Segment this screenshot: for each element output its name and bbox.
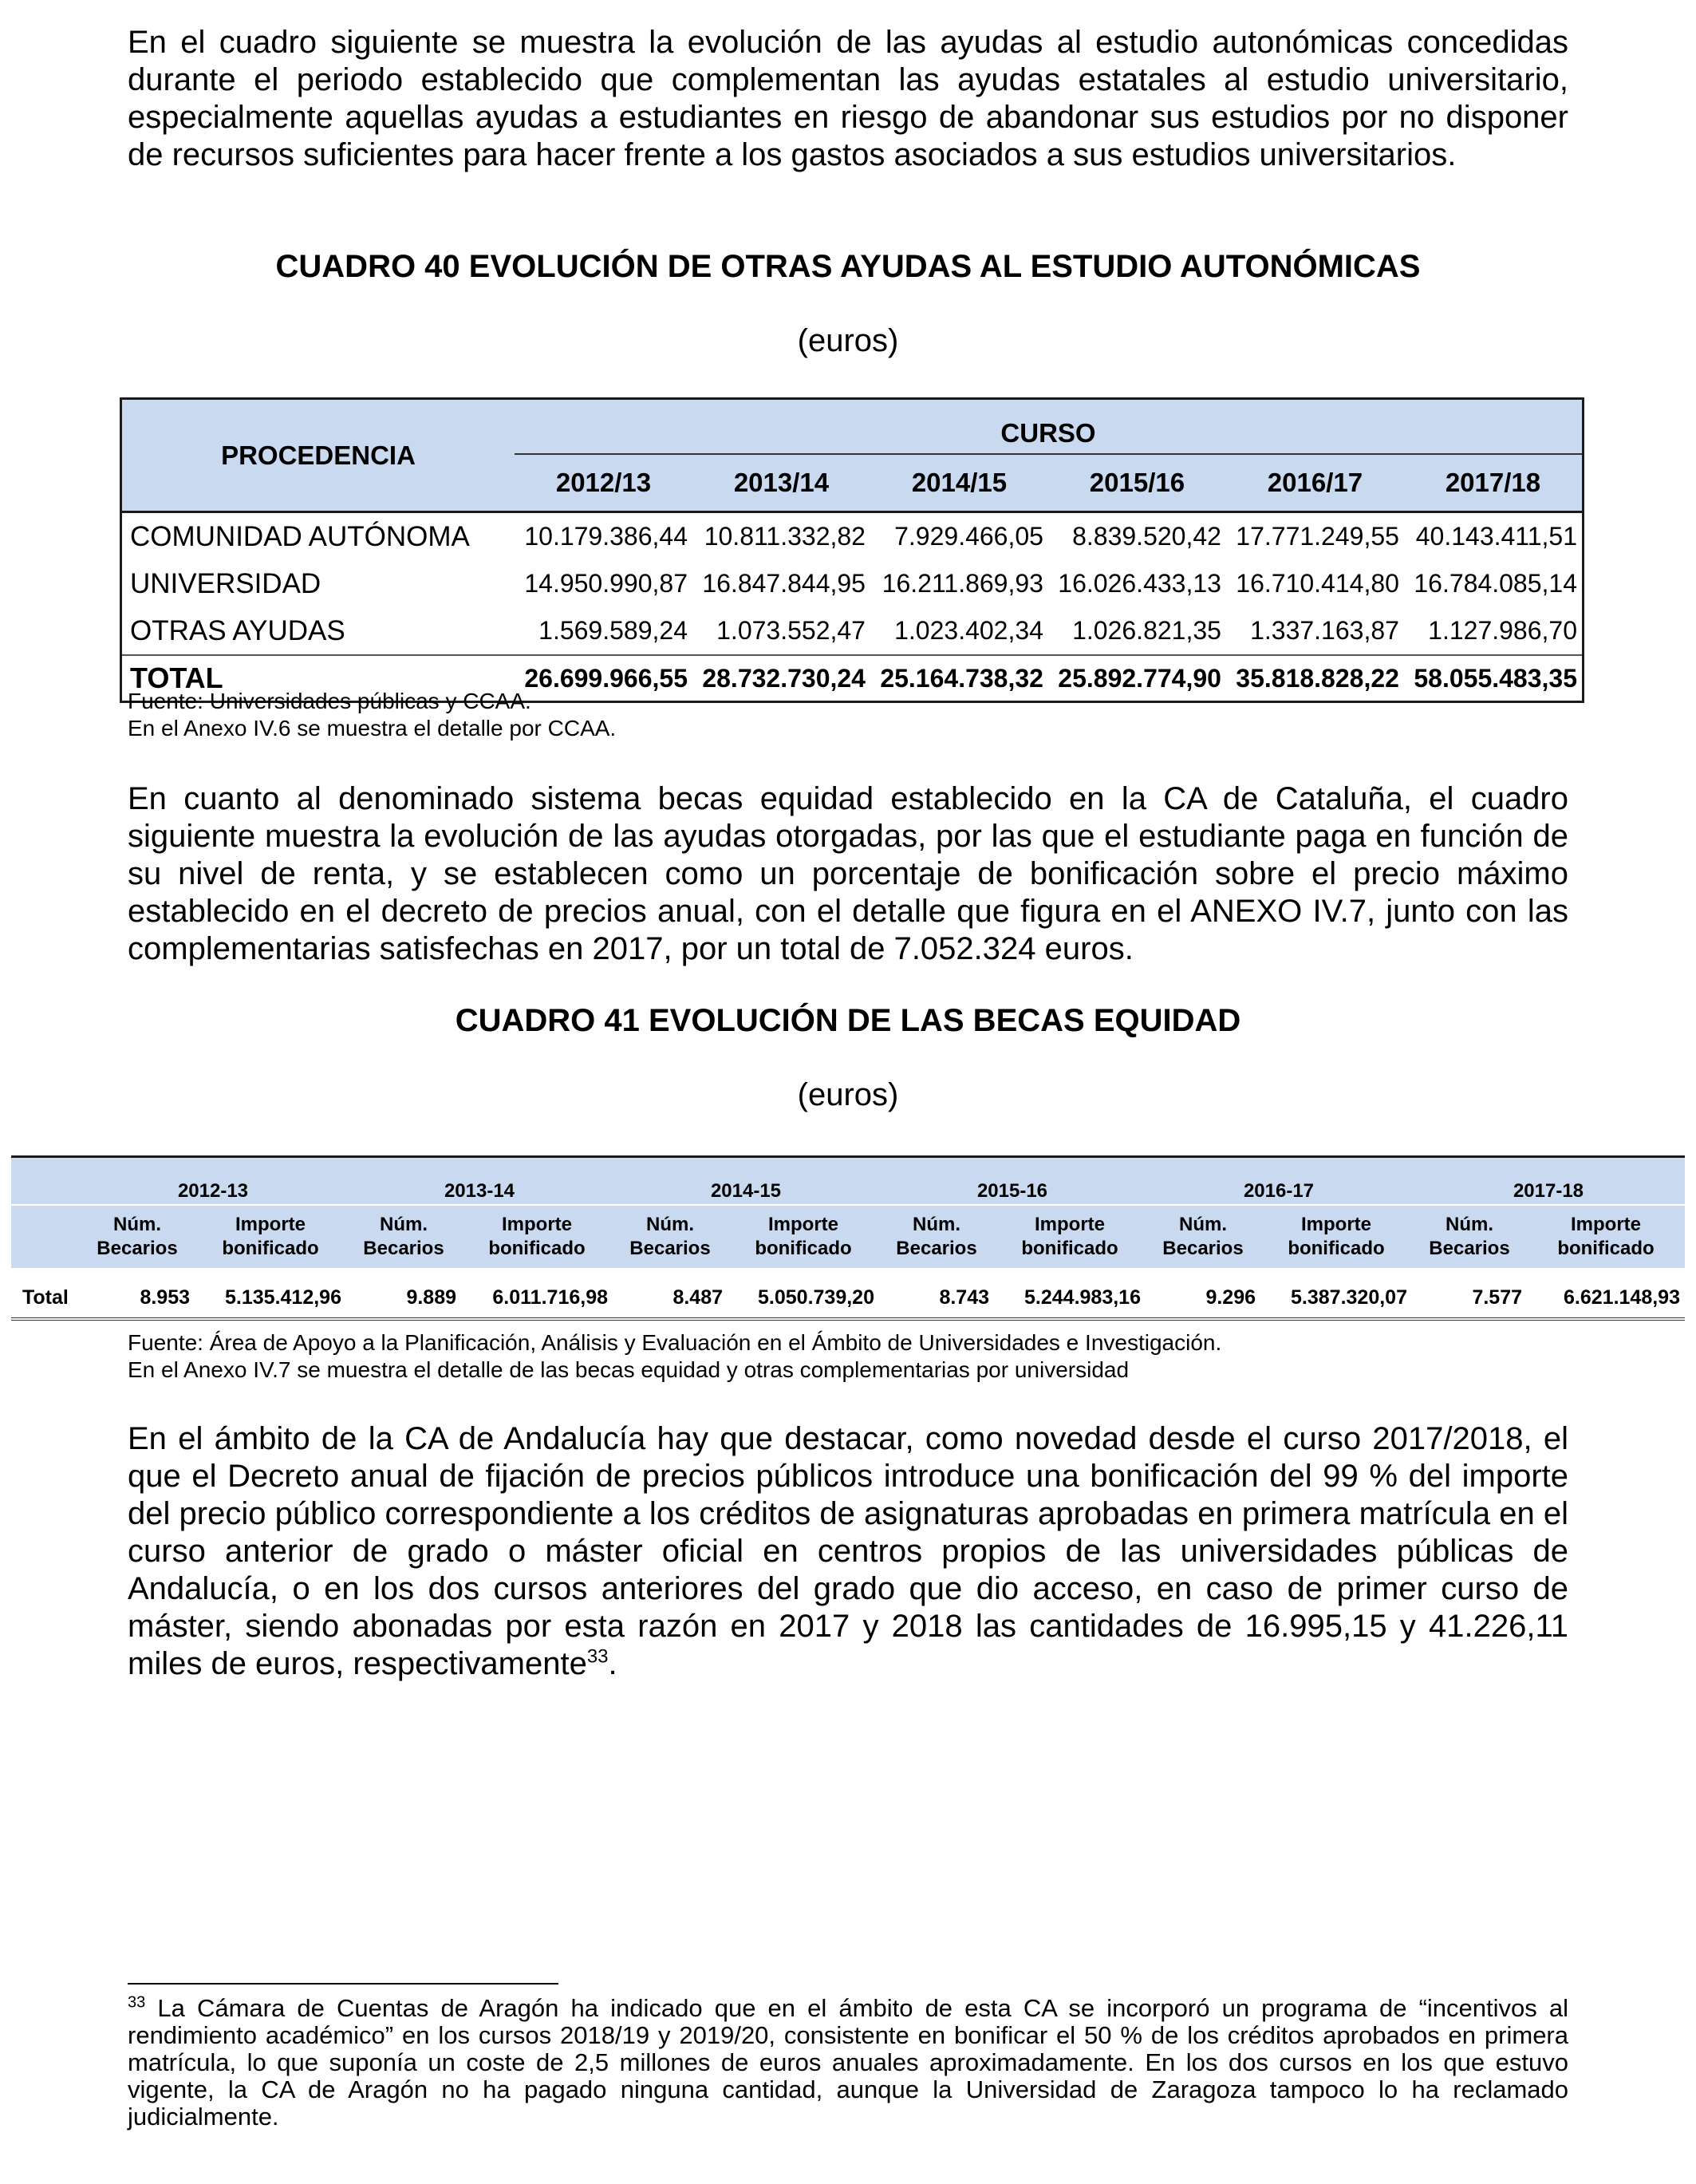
footnote: $^{33}$ La Cámara de Cuentas de Aragón ha indicado que en el ámbito de esta CA se incorporó un programa de “incentivos al rendimiento académico” en los cursos 2018/19 y 2019/20, consistente en bonificar el 50 % de los créditos aprobados en primera matrícula, lo que suponía un coste de 2,5 millones de euros anuales aproximadamente. En los dos cursos en los que estuvo vigente, la CA de Aragón no ha pagado ninguna cantidad, aunque la Universidad de Zaragoza tampoco lo ha reclamado judicialmente. xyxy=(128,1993,1568,2131)
table-cell: 10.811.332,82 xyxy=(704,522,866,551)
row-label: OTRAS AYUDAS xyxy=(130,614,345,646)
year-header: 2012-13 xyxy=(80,1179,346,1205)
total-cell: 5.135.412,96 xyxy=(195,1278,346,1319)
total-cell: 58.055.483,35 xyxy=(1404,655,1584,702)
table-cell: 1.569.589,24 xyxy=(538,616,688,645)
header-year: 2012/13 xyxy=(515,454,692,512)
table-cell: 16.784.085,14 xyxy=(1414,569,1577,598)
total-row xyxy=(11,1278,1685,1319)
importe-header: Importe bonificado xyxy=(461,1205,613,1268)
andalucia-paragraph: En el ámbito de la CA de Andalucía hay que destacar, como novedad desde el curso 2017/2018, el que el Decreto anual de fijación de precios públicos introduce una bonificación del 99 % del importe del precio público correspondiente a los créditos de asignaturas aprobadas en primera matrícula en el curso anterior de grado o máster oficial en centros propios de las universidades públicas de Andalucía, o en los dos cursos anteriores del grado que dio acceso, en caso de primer curso de máster, siendo abonadas por esta razón en 2017 y 2018 las cantidades de 16.995,15 y 41.226,11 miles de euros, respectivamente$^{33}$. xyxy=(128,1421,1568,1681)
table-cell: 1.073.552,47 xyxy=(716,616,866,645)
importe-header: Importe bonificado xyxy=(728,1205,879,1268)
table-cell: 1.337.163,87 xyxy=(1250,616,1399,645)
header-year: 2017/18 xyxy=(1404,454,1584,512)
row-label: COMUNIDAD AUTÓNOMA xyxy=(130,520,470,552)
total-cell: 9.889 xyxy=(346,1278,461,1319)
num-becarios-header: Núm. Becarios xyxy=(1412,1205,1527,1268)
cuadro-40-units: (euros) xyxy=(797,323,899,358)
table-cell: 1.127.986,70 xyxy=(1428,616,1577,645)
total-cell: 8.487 xyxy=(613,1278,728,1319)
total-cell: 8.953 xyxy=(80,1278,195,1319)
importe-header: Importe bonificado xyxy=(994,1205,1146,1268)
year-header: 2015-16 xyxy=(879,1179,1146,1205)
header-year: 2016/17 xyxy=(1226,454,1404,512)
num-becarios-header: Núm. Becarios xyxy=(613,1205,728,1268)
cuadro-41-title: CUADRO 41 EVOLUCIÓN DE LAS BECAS EQUIDAD xyxy=(455,1003,1241,1038)
intro-paragraph: En el cuadro siguiente se muestra la evolución de las ayudas al estudio autonómicas concedidas durante el periodo establecido que complementan las ayudas estatales al estudio universitario, especialmente aquellas ayudas a estudiantes en riesgo de abandonar sus estudios por no disponer de recursos suficientes para hacer frente a los gastos asociados a sus estudios universitarios. xyxy=(128,25,1568,172)
cuadro-41-units: (euros) xyxy=(797,1077,899,1112)
becas-equidad-paragraph: En cuanto al denominado sistema becas equidad establecido en la CA de Cataluña, el cuadro siguiente muestra la evolución de las ayudas otorgadas, por las que el estudiante paga en función de su nivel de renta, y se establecen como un porcentaje de bonificación sobre el precio máximo establecido en el decreto de precios anual, con el detalle que figura en el ANEXO IV.7, junto con las complementarias satisfechas en 2017, por un total de 7.052.324 euros. xyxy=(128,781,1568,966)
total-cell: 5.387.320,07 xyxy=(1260,1278,1412,1319)
table-cell: 10.179.386,44 xyxy=(524,522,688,551)
year-header: 2016-17 xyxy=(1146,1179,1412,1205)
total-cell: 28.732.730,24 xyxy=(692,655,870,702)
table-cell: 16.026.433,13 xyxy=(1058,569,1221,598)
cuadro-41-source: Fuente: Área de Apoyo a la Planificación, Análisis y Evaluación en el Ámbito de Universidades e Investigación. xyxy=(128,1330,1222,1355)
total-cell: 25.892.774,90 xyxy=(1048,655,1226,702)
cuadro-40-table xyxy=(120,397,1584,703)
total-cell: 6.011.716,98 xyxy=(461,1278,613,1319)
total-cell: 35.818.828,22 xyxy=(1226,655,1404,702)
importe-header: Importe bonificado xyxy=(1527,1205,1685,1268)
importe-header: Importe bonificado xyxy=(195,1205,346,1268)
table-row xyxy=(121,560,1584,607)
footnote-ref[interactable]: 33 xyxy=(586,1645,609,1668)
total-cell: 8.743 xyxy=(879,1278,994,1319)
footnote-number: 33 xyxy=(128,1993,146,2012)
header-year: 2014/15 xyxy=(870,454,1048,512)
cuadro-41-annex-note: En el Anexo IV.7 se muestra el detalle de las becas equidad y otras complementarias por universidad xyxy=(128,1357,1130,1382)
table-row xyxy=(121,607,1584,655)
importe-header: Importe bonificado xyxy=(1260,1205,1412,1268)
total-cell: 25.164.738,32 xyxy=(870,655,1048,702)
total-cell: 6.621.148,93 xyxy=(1527,1278,1685,1319)
total-cell: 5.050.739,20 xyxy=(728,1278,879,1319)
table-cell: 16.211.869,93 xyxy=(882,569,1043,598)
table-cell: 1.023.402,34 xyxy=(894,616,1043,645)
year-header: 2017-18 xyxy=(1412,1179,1685,1205)
cuadro-40-title: CUADRO 40 EVOLUCIÓN DE OTRAS AYUDAS AL ESTUDIO AUTONÓMICAS xyxy=(275,249,1421,284)
table-cell: 7.929.466,05 xyxy=(894,522,1043,551)
row-label: UNIVERSIDAD xyxy=(130,567,321,599)
table-cell: 16.710.414,80 xyxy=(1236,569,1399,598)
num-becarios-header: Núm. Becarios xyxy=(80,1205,195,1268)
table-cell: 40.143.411,51 xyxy=(1415,522,1577,551)
header-year: 2013/14 xyxy=(692,454,870,512)
cuadro-40-annex-note: En el Anexo IV.6 se muestra el detalle por CCAA. xyxy=(128,716,617,741)
table-cell: 8.839.520,42 xyxy=(1072,522,1221,551)
table-row xyxy=(121,512,1584,561)
header-curso: CURSO xyxy=(515,399,1584,455)
num-becarios-header: Núm. Becarios xyxy=(346,1205,461,1268)
cuadro-40-source: Fuente: Universidades públicas y CCAA. xyxy=(128,689,531,713)
total-label: TOTAL xyxy=(121,655,515,702)
total-cell: 5.244.983,16 xyxy=(994,1278,1146,1319)
total-cell: 9.296 xyxy=(1146,1278,1260,1319)
year-header: 2013-14 xyxy=(346,1179,613,1205)
year-header: 2014-15 xyxy=(613,1179,879,1205)
total-cell: 7.577 xyxy=(1412,1278,1527,1319)
table-cell: 16.847.844,95 xyxy=(702,569,866,598)
header-year: 2015/16 xyxy=(1048,454,1226,512)
header-procedencia: PROCEDENCIA xyxy=(121,399,515,512)
cuadro-41-table xyxy=(11,1155,1685,1321)
table-cell: 14.950.990,87 xyxy=(524,569,688,598)
footnote-separator xyxy=(128,1983,558,1985)
total-cell: 26.699.966,55 xyxy=(515,655,692,702)
table-cell: 1.026.821,35 xyxy=(1072,616,1221,645)
table-cell: 17.771.249,55 xyxy=(1236,522,1399,551)
num-becarios-header: Núm. Becarios xyxy=(879,1205,994,1268)
total-label: Total xyxy=(11,1278,80,1319)
num-becarios-header: Núm. Becarios xyxy=(1146,1205,1260,1268)
